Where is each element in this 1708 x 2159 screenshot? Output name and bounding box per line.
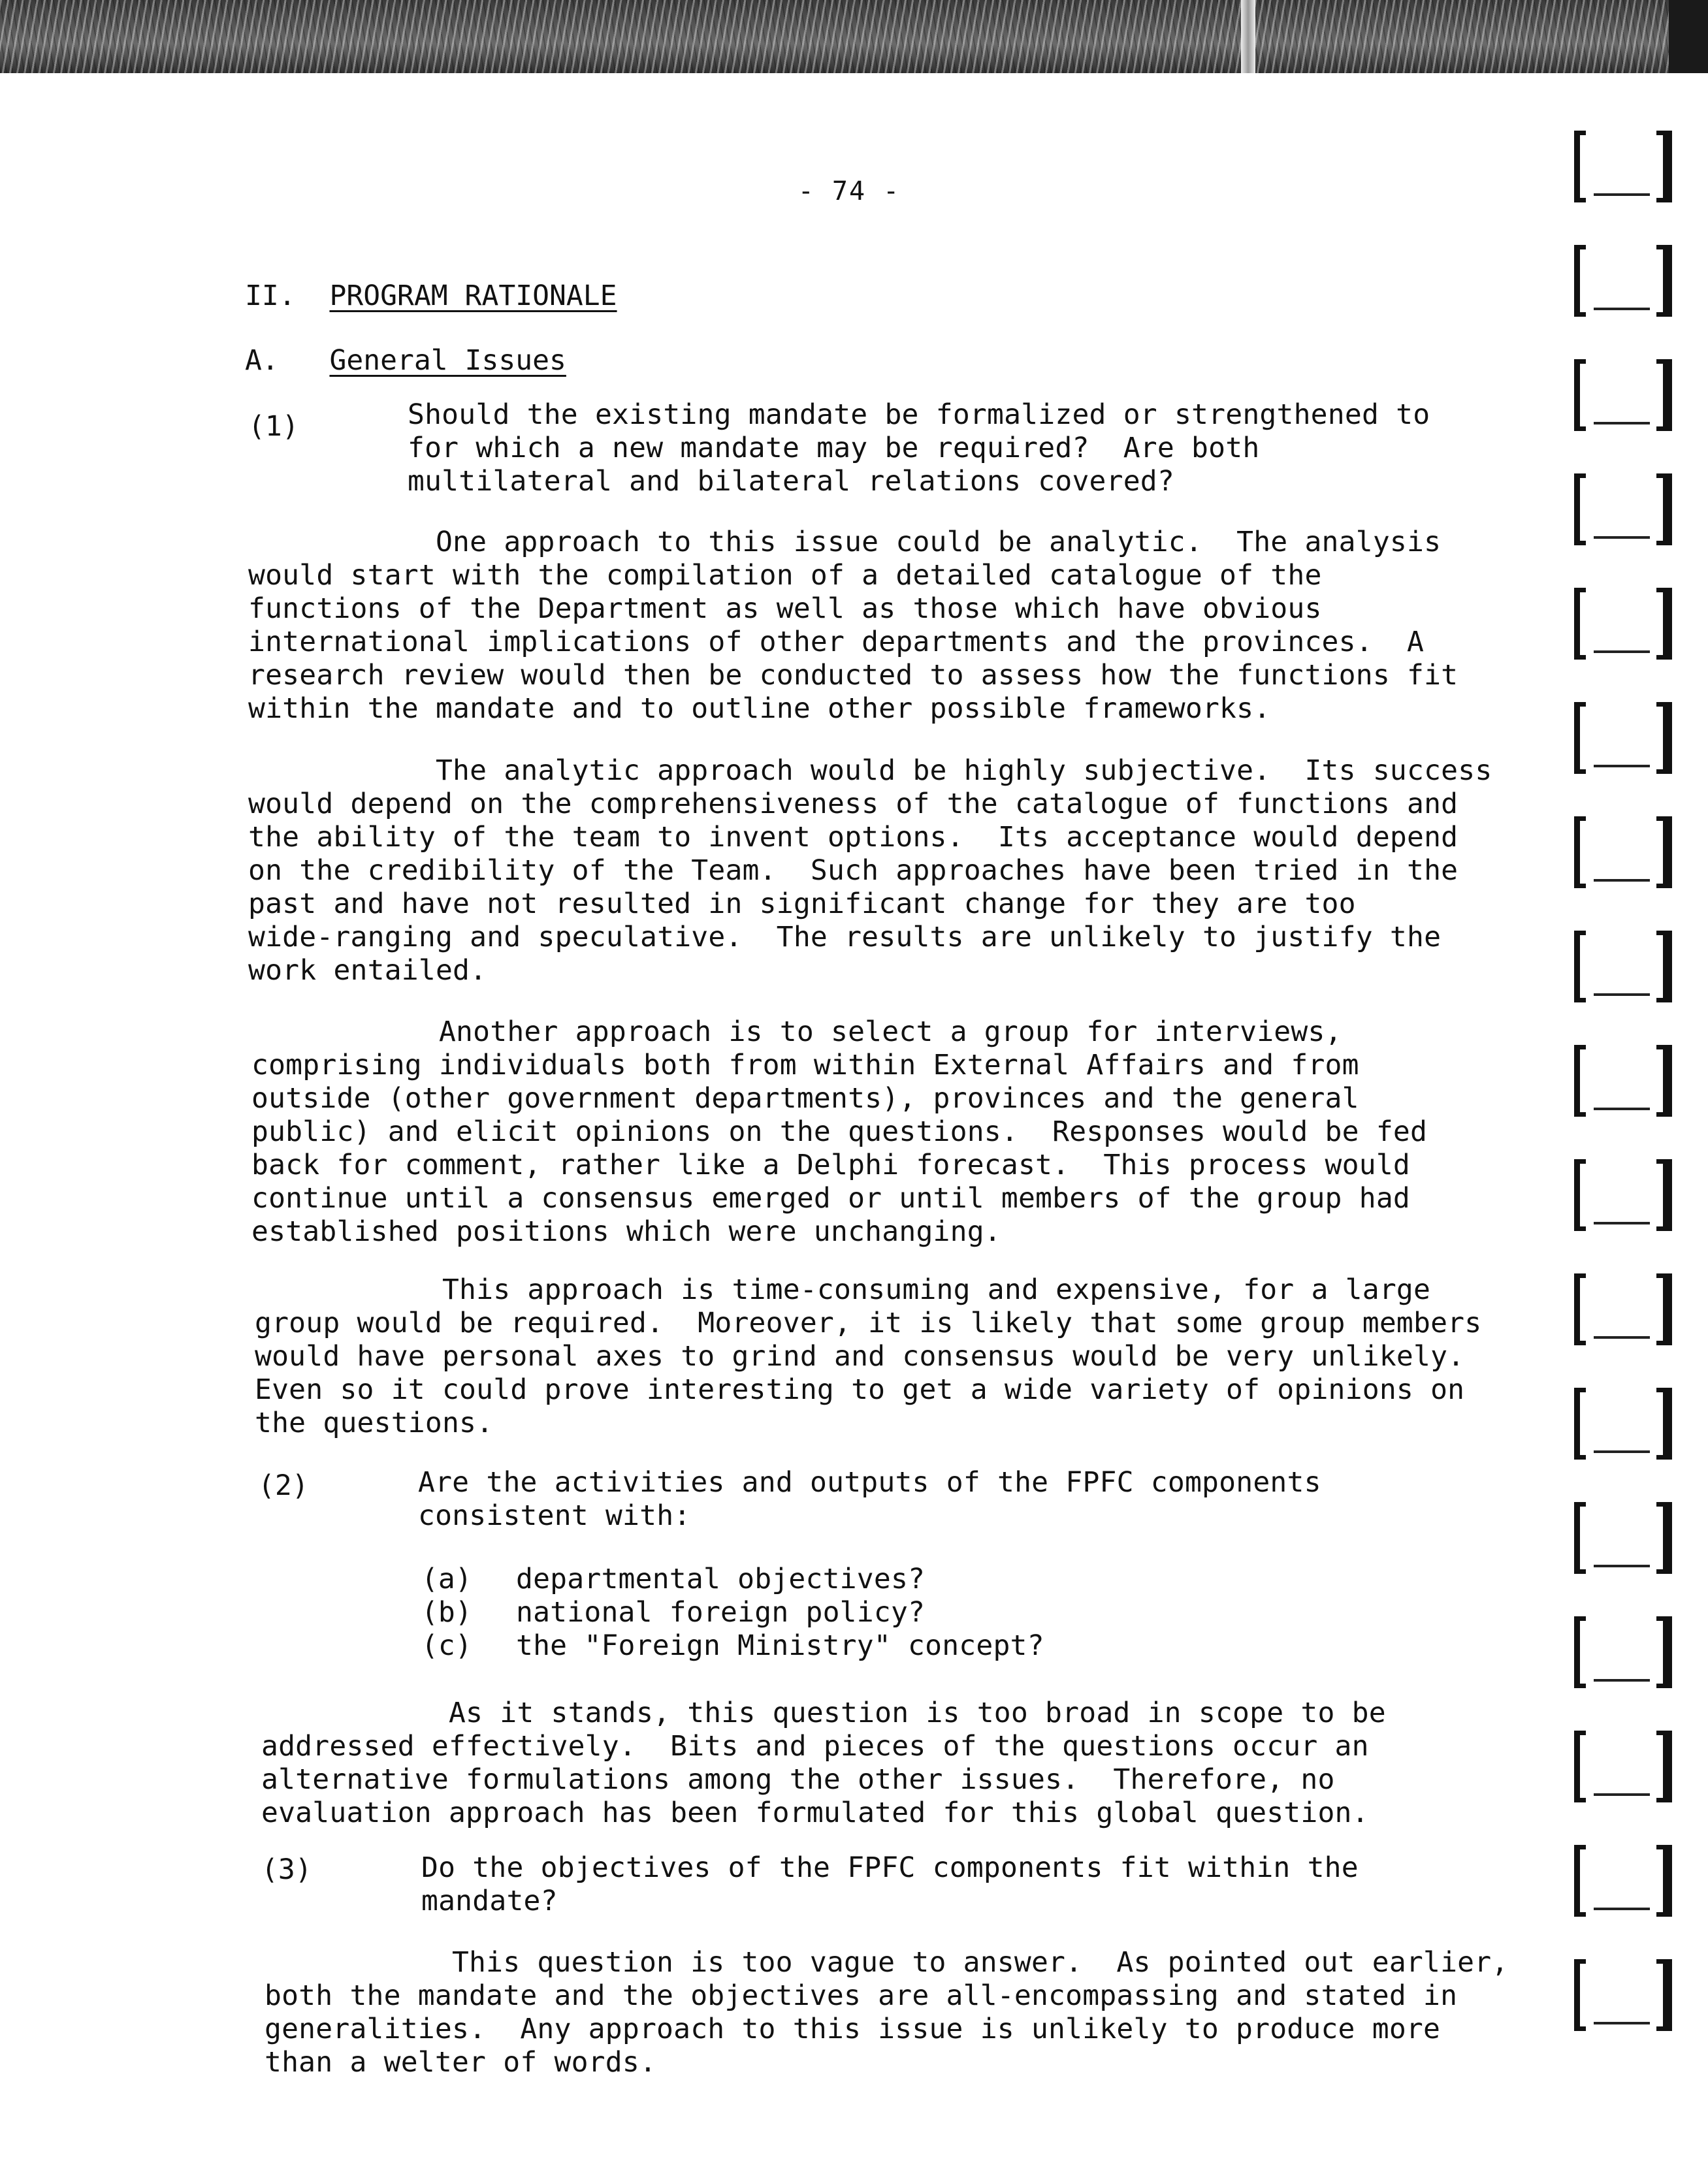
list-item-marker: (a) xyxy=(421,1563,472,1595)
subsection-heading xyxy=(245,344,566,377)
binding-ring xyxy=(1574,702,1672,774)
binding-ring xyxy=(1574,1845,1672,1917)
scan-top-edge xyxy=(0,0,1708,73)
binding-ring xyxy=(1574,131,1672,202)
spiral-binding xyxy=(1564,118,1708,2159)
scan-dark-edge xyxy=(1669,0,1708,73)
binding-ring xyxy=(1574,1273,1672,1345)
list-item: the "Foreign Ministry" concept? xyxy=(516,1629,1044,1662)
paragraph-4: This approach is time-consuming and expensive, for a large group would be required. Moreover, it is likely that some group members would have personal axes to grind and consensus would be very unlikely. Even so it could prove interesting to get a wide variety of opinions on the questions. xyxy=(255,1273,1482,1439)
section-title: PROGRAM RATIONALE xyxy=(329,280,617,312)
list-item: departmental objectives? xyxy=(516,1563,926,1595)
list-item-marker: (c) xyxy=(421,1629,472,1662)
binding-ring xyxy=(1574,1388,1672,1460)
binding-ring xyxy=(1574,816,1672,888)
binding-ring xyxy=(1574,1616,1672,1688)
page-number: - 74 - xyxy=(798,176,901,206)
scan-binding-gap xyxy=(1241,0,1255,73)
subsection-title: General Issues xyxy=(329,344,566,377)
list-item-marker: (b) xyxy=(421,1596,472,1629)
list-item: national foreign policy? xyxy=(516,1596,926,1629)
question-2-number: (2) xyxy=(258,1469,309,1502)
binding-ring xyxy=(1574,1045,1672,1117)
paragraph-5: As it stands, this question is too broad in scope to be addressed effectively. Bits and pieces of the questions occur an alternative formulations among the other issues. Therefore, no evaluation approach has been formulated for this global question. xyxy=(261,1697,1386,1829)
binding-ring xyxy=(1574,1159,1672,1231)
binding-ring xyxy=(1574,1731,1672,1802)
question-3-text: Do the objectives of the FPFC components fit within the mandate? xyxy=(421,1851,1359,1917)
paragraph-6: This question is too vague to answer. As pointed out earlier, both the mandate and the objectives are all-encompassing and stated in generalities. Any approach to this issue is unlikely to produce more than a welter of words. xyxy=(265,1946,1509,2079)
section-heading xyxy=(245,280,617,313)
binding-ring xyxy=(1574,588,1672,660)
question-3-number: (3) xyxy=(261,1853,312,1886)
binding-ring xyxy=(1574,245,1672,317)
binding-ring xyxy=(1574,1502,1672,1574)
question-1-number: (1) xyxy=(248,410,299,443)
binding-ring xyxy=(1574,359,1672,431)
paragraph-3: Another approach is to select a group for interviews, comprising individuals both from within External Affairs and from outside (other government departments), provinces and the general public) and elicit opinions on the questions. Responses would be fed back for comment, rather like a Delphi forecast. This process would continue until a consensus emerged or until members of the group had established positions which were unchanging. xyxy=(251,1016,1428,1248)
section-numeral: II. xyxy=(245,280,296,312)
binding-ring xyxy=(1574,931,1672,1002)
paragraph-2: The analytic approach would be highly subjective. Its success would depend on the comprehensiveness of the catalogue of functions and the ability of the team to invent options. Its acceptance would depend on the credibility of the Team. Such approaches have been tried in the past and have not resulted in significant change for they are too wide-ranging and speculative. The results are unlikely to justify the work entailed. xyxy=(248,754,1492,987)
paragraph-1: One approach to this issue could be analytic. The analysis would start with the compilation of a detailed catalogue of the functions of the Department as well as those which have obvious international implications of other departments and the provinces. A research review would then be conducted to assess how the functions fit within the mandate and to outline other possible frameworks. xyxy=(248,526,1458,725)
binding-ring xyxy=(1574,1959,1672,2031)
question-2-text: Are the activities and outputs of the FPFC components consistent with: xyxy=(418,1466,1321,1532)
question-1-text: Should the existing mandate be formalized or strengthened to for which a new mandate may be required? Are both multilateral and bilateral relations covered? xyxy=(408,398,1430,498)
binding-ring xyxy=(1574,473,1672,545)
subsection-letter: A. xyxy=(245,344,279,377)
